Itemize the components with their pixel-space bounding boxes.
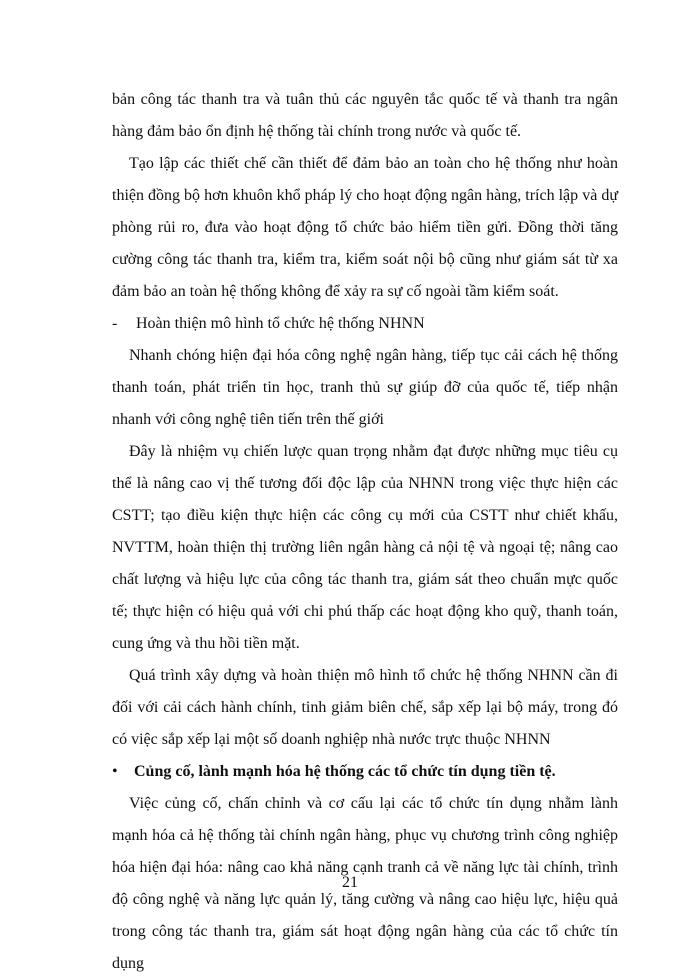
paragraph-2: Tạo lập các thiết chế cần thiết để đảm bảo an toàn cho hệ thống như hoàn thiện đồng bộ hơn khuôn khổ pháp lý cho hoạt động ngân hàng, trích lập và dự phòng rủi ro, đưa vào hoạt động tổ chức bảo hiểm tiền gửi. Đồng thời tăng cường công tác thanh tra, kiểm tra, kiểm soát nội bộ cũng như giám sát từ xa đảm bảo an toàn hệ thống không để xảy ra sự cố ngoài tầm kiểm soát.: [112, 155, 618, 300]
bullet-heading: [112, 756, 618, 788]
document-body: [112, 84, 618, 980]
bullet-marker: •: [112, 763, 118, 780]
paragraph-4: Đây là nhiệm vụ chiến lược quan trọng nhằm đạt được những mục tiêu cụ thể là nâng cao vị thế tương đối độc lập của NHNN trong việc thực hiện các CSTT; tạo điều kiện thực hiện các công cụ mới của CSTT như chiết khấu, NVTTM, hoàn thiện thị trường liên ngân hàng cả nội tệ và ngoại tệ; nâng cao chất lượng và hiệu lực của công tác thanh tra, giám sát theo chuẩn mực quốc tế; thực hiện có hiệu quả với chi phú thấp các hoạt động kho quỹ, thanh toán, cung ứng và thu hồi tiền mặt.: [112, 443, 618, 652]
dash-item-text: Hoàn thiện mô hình tổ chức hệ thống NHNN: [136, 315, 425, 332]
paragraph-1: bản công tác thanh tra và tuân thủ các nguyên tắc quốc tế và thanh tra ngân hàng đảm bảo ổn định hệ thống tài chính trong nước và quốc tế.: [112, 91, 618, 140]
paragraph-3: Nhanh chóng hiện đại hóa công nghệ ngân hàng, tiếp tục cải cách hệ thống thanh toán, phát triển tin học, tranh thủ sự giúp đỡ của quốc tế, tiếp nhận nhanh với công nghệ tiên tiến trên thế giới: [112, 347, 618, 428]
dash-marker: -: [112, 315, 118, 332]
paragraph-5: Quá trình xây dựng và hoàn thiện mô hình tổ chức hệ thống NHNN cần đi đối với cải cách hành chính, tinh giảm biên chế, sắp xếp lại bộ máy, trong đó có việc sắp xếp lại một số doanh nghiệp nhà nước trực thuộc NHNN: [112, 667, 618, 748]
dash-list-item: [112, 308, 618, 340]
paragraph-6: Việc củng cố, chấn chỉnh và cơ cấu lại các tổ chức tín dụng nhằm lành mạnh hóa cả hệ thống tài chính ngân hàng, phục vụ chương trình công nghiệp hóa hiện đại hóa: nâng cao khả năng cạnh tranh cả về năng lực tài chính, trình độ công nghệ và năng lực quản lý, tăng cường và nâng cao hiệu lực, hiệu quả trong công tác thanh tra, giám sát hoạt động ngân hàng của các tổ chức tín dụng: [112, 795, 618, 972]
bullet-heading-text: Củng cố, lành mạnh hóa hệ thống các tổ chức tín dụng tiền tệ.: [134, 763, 556, 780]
page-number: 21: [342, 874, 358, 891]
